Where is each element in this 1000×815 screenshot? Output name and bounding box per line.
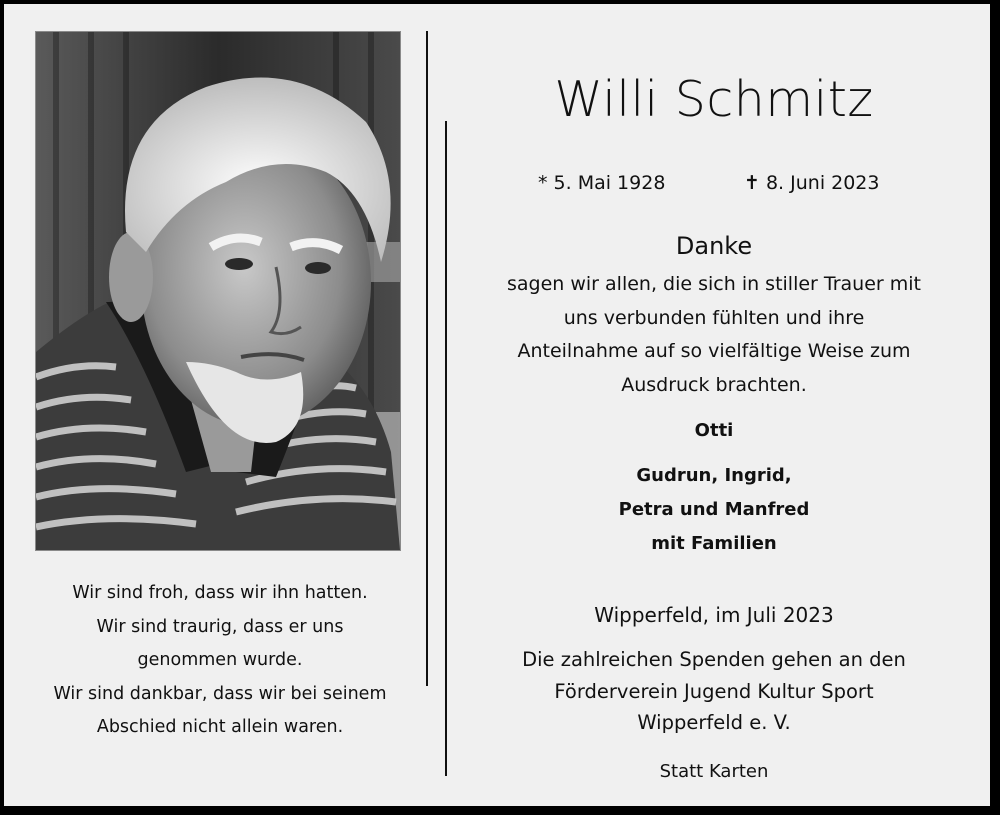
poem-line: Wir sind dankbar, dass wir bei seinem: [53, 683, 387, 704]
family-names: [464, 459, 964, 561]
thanks-line: Ausdruck brachten.: [621, 373, 807, 396]
family-line: Gudrun, Ingrid,: [636, 465, 792, 486]
donation-line: Förderverein Jugend Kultur Sport: [554, 679, 874, 703]
closing-note: Statt Karten: [659, 761, 769, 782]
donation-line: Wipperfeld e. V.: [637, 711, 791, 734]
thanks-line: Anteilnahme auf so vielfältige Weise zum: [517, 340, 911, 362]
death-date: ✝ 8. Juni 2023: [744, 172, 880, 194]
birth-date: * 5. Mai 1928: [538, 172, 666, 194]
thanks-line: sagen wir allen, die sich in stiller Trauer mit: [506, 273, 921, 295]
poem: [24, 577, 416, 745]
obituary-card: [4, 4, 990, 806]
divider-line-right: [445, 121, 447, 776]
spouse-name: Otti: [694, 420, 734, 441]
portrait-photo: [35, 31, 401, 551]
donation-line: Die zahlreichen Spenden gehen an den: [522, 648, 906, 671]
poem-line: Abschied nicht allein waren.: [96, 717, 344, 737]
donation-note: [464, 644, 964, 739]
family-line: Petra und Manfred: [618, 499, 810, 520]
deceased-name: Willi Schmitz: [554, 71, 874, 128]
poem-line: genommen wurde.: [137, 650, 303, 670]
thanks-text: [464, 268, 964, 402]
poem-line: Wir sind traurig, dass er uns: [96, 616, 344, 637]
thanks-line: uns verbunden fühlten und ihre: [563, 306, 865, 329]
place-date: Wipperfeld, im Juli 2023: [594, 603, 834, 627]
family-line: mit Familien: [651, 533, 777, 554]
thanks-heading: Danke: [675, 232, 753, 260]
poem-line: Wir sind froh, dass wir ihn hatten.: [72, 583, 368, 603]
divider-line-left: [426, 31, 428, 686]
